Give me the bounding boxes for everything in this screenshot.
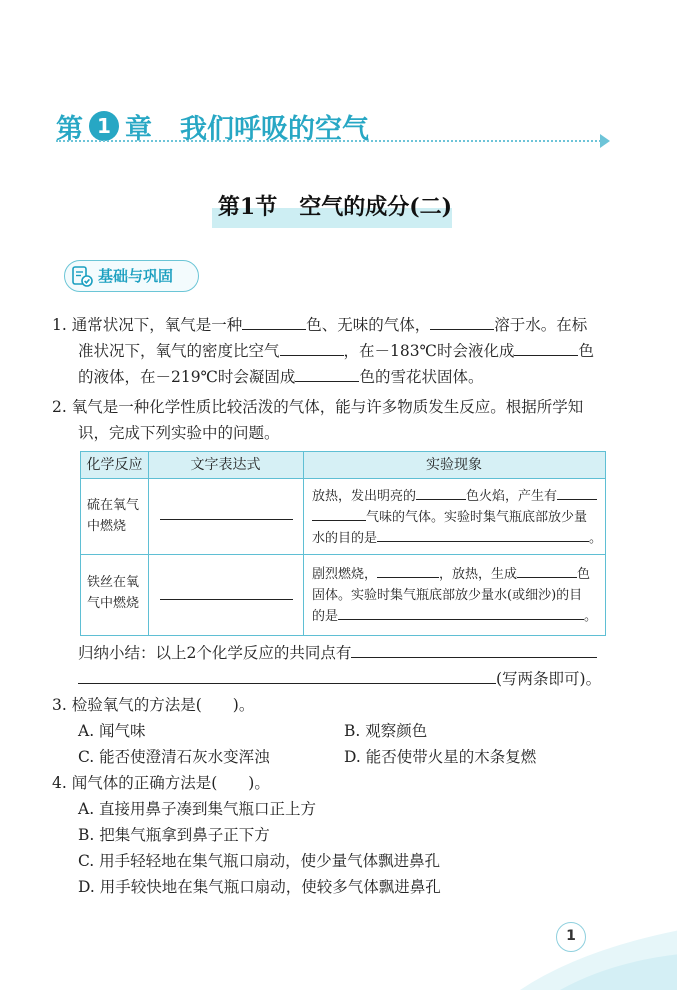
q1-text: 通常状况下，氧气是一种 bbox=[71, 316, 243, 334]
q2-summary-line-2 bbox=[78, 668, 601, 690]
table-header-cell: 化学反应 bbox=[86, 457, 143, 473]
answer-blank[interactable] bbox=[78, 669, 496, 684]
q2-number: 2. bbox=[52, 398, 67, 416]
table-cell-phenomenon bbox=[312, 507, 587, 528]
answer-blank[interactable] bbox=[377, 529, 589, 542]
chapter-divider-arrow bbox=[600, 134, 610, 148]
q1-text: ，在－183℃时会液化成 bbox=[343, 342, 515, 360]
page-corner-decoration bbox=[520, 910, 677, 990]
table-cell-reaction: 硫在氧气 bbox=[87, 498, 140, 513]
q3-number: 3. bbox=[52, 696, 67, 714]
answer-blank[interactable] bbox=[160, 505, 293, 520]
q3-option-d[interactable]: D. 能否使带火星的木条复燃 bbox=[344, 748, 537, 766]
cell-text: 的是 bbox=[312, 609, 339, 624]
chapter-number-badge: 1 bbox=[89, 111, 119, 141]
chapter-suffix: 章 bbox=[125, 113, 152, 145]
answer-blank[interactable] bbox=[517, 565, 577, 578]
answer-blank[interactable] bbox=[295, 367, 359, 382]
table-cell-reaction: 铁丝在氧 bbox=[87, 575, 140, 590]
q2-line-2: 识，完成下列实验中的问题。 bbox=[78, 424, 280, 442]
q1-text: 溶于水。在标 bbox=[494, 316, 588, 334]
q1-number: 1. bbox=[52, 316, 67, 334]
q1-text: 的液体，在－219℃时会凝固成 bbox=[78, 368, 296, 386]
q3-option-a[interactable]: A. 闻气味 bbox=[78, 722, 146, 740]
cell-text: 。 bbox=[589, 531, 603, 546]
answer-blank[interactable] bbox=[280, 341, 344, 356]
table-header-cell: 实验现象 bbox=[426, 457, 482, 473]
chapter-title: 我们呼吸的空气 bbox=[180, 113, 369, 145]
subsection-label: 基础与巩固 bbox=[98, 267, 174, 285]
q1-text: 准状况下，氧气的密度比空气 bbox=[78, 342, 280, 360]
q1-line-1 bbox=[52, 314, 587, 336]
q1-text: 色 bbox=[578, 342, 594, 360]
q2-summary-text: 归纳小结：以上2个化学反应的共同点有 bbox=[78, 644, 352, 662]
q4-option-c[interactable]: C. 用手轻轻地在集气瓶口扇动，使少量气体飘进鼻孔 bbox=[78, 852, 441, 870]
q3-option-c[interactable]: C. 能否使澄清石灰水变浑浊 bbox=[78, 748, 270, 766]
answer-blank[interactable] bbox=[338, 607, 584, 620]
q3-stem bbox=[52, 694, 254, 716]
q2-summary-line-1 bbox=[78, 642, 597, 664]
answer-blank[interactable] bbox=[242, 315, 306, 330]
answer-blank[interactable] bbox=[160, 585, 293, 600]
answer-blank[interactable] bbox=[351, 643, 597, 658]
table-cell-phenomenon bbox=[312, 564, 590, 585]
table-cell-reaction: 中燃烧 bbox=[87, 519, 127, 534]
answer-blank[interactable] bbox=[377, 565, 439, 578]
table-divider bbox=[148, 452, 149, 635]
cell-text: 色 bbox=[577, 567, 591, 582]
checklist-icon bbox=[70, 264, 94, 288]
q1-text: 色的雪花状固体。 bbox=[359, 368, 484, 386]
q4-number: 4. bbox=[52, 774, 67, 792]
answer-blank[interactable] bbox=[312, 508, 366, 521]
q2-text: 氧气是一种化学性质比较活泼的气体，能与许多物质发生反应。根据所学知 bbox=[71, 398, 584, 416]
table-divider bbox=[81, 478, 605, 479]
answer-blank[interactable] bbox=[514, 341, 578, 356]
cell-text: 气味的气体。实验时集气瓶底部放少量 bbox=[366, 510, 588, 525]
table-cell-phenomenon bbox=[312, 606, 597, 627]
q4-text: 闻气体的正确方法是( )。 bbox=[71, 774, 270, 792]
answer-blank[interactable] bbox=[557, 487, 597, 500]
cell-text: 剧烈燃烧， bbox=[312, 567, 378, 582]
q2-summary-text: (写两条即可)。 bbox=[496, 670, 602, 688]
q3-option-b[interactable]: B. 观察颜色 bbox=[344, 722, 428, 740]
chapter-prefix: 第 bbox=[56, 113, 83, 145]
table-header-cell: 文字表达式 bbox=[190, 457, 261, 473]
q1-line-2 bbox=[78, 340, 594, 362]
page-number: 1 bbox=[556, 922, 586, 952]
table-cell-phenomenon bbox=[312, 528, 602, 549]
chapter-divider bbox=[56, 140, 608, 142]
cell-text: ，放热，生成 bbox=[439, 567, 518, 582]
cell-text: 放热，发出明亮的 bbox=[312, 489, 417, 504]
table-cell-phenomenon: 固体。实验时集气瓶底部放少量水(或细沙)的目 bbox=[312, 588, 583, 603]
q1-line-3 bbox=[78, 366, 483, 388]
cell-text: 。 bbox=[584, 609, 598, 624]
table-divider bbox=[81, 554, 605, 555]
q2-line-1 bbox=[52, 396, 583, 418]
q4-option-d[interactable]: D. 用手较快地在集气瓶口扇动，使较多气体飘进鼻孔 bbox=[78, 878, 441, 896]
answer-blank[interactable] bbox=[430, 315, 494, 330]
q4-stem bbox=[52, 772, 270, 794]
cell-text: 水的目的是 bbox=[312, 531, 378, 546]
cell-text: 色火焰，产生有 bbox=[466, 489, 558, 504]
q1-text: 色、无味的气体， bbox=[306, 316, 431, 334]
table-cell-reaction: 气中燃烧 bbox=[87, 596, 140, 611]
q4-option-a[interactable]: A. 直接用鼻子凑到集气瓶口正上方 bbox=[78, 800, 317, 818]
answer-blank[interactable] bbox=[416, 487, 466, 500]
table-divider bbox=[303, 452, 304, 635]
section-title: 第1节 空气的成分(二) bbox=[217, 194, 453, 220]
q4-option-b[interactable]: B. 把集气瓶拿到鼻子正下方 bbox=[78, 826, 270, 844]
table-cell-phenomenon bbox=[312, 486, 597, 507]
q3-text: 检验氧气的方法是( )。 bbox=[71, 696, 255, 714]
